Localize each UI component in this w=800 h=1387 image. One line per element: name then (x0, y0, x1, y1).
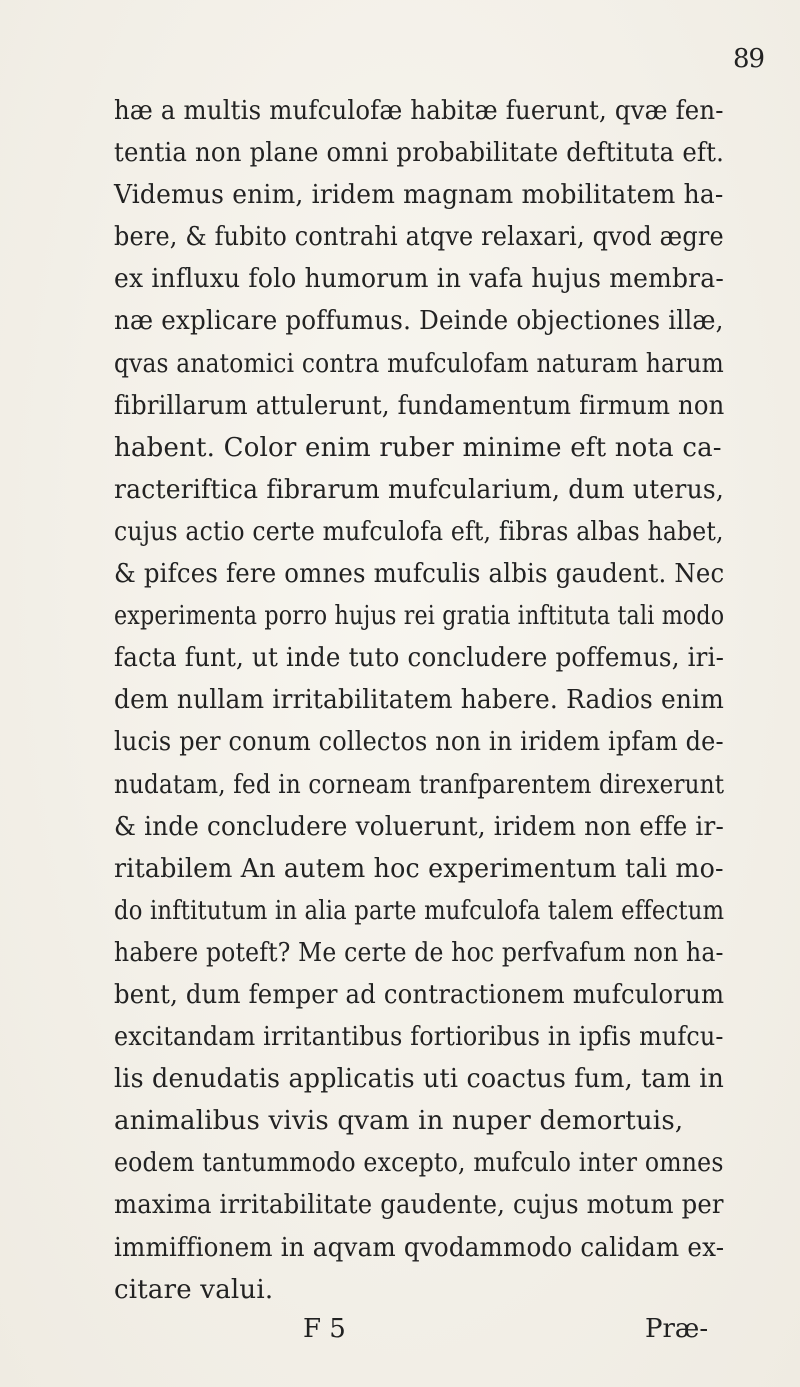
text-line: animalibus vivis qvam in nuper demortuis, (114, 1106, 684, 1137)
text-line: lucis per conum collectos non in iridem ipfam de- (114, 727, 724, 758)
text-line: maxima irritabilitate gaudente, cujus motum per (114, 1190, 724, 1221)
text-line: immiffionem in aqvam qvodammodo calidam ex- (114, 1232, 725, 1263)
text-line: excitandam irritantibus fortioribus in ipfis mufcu- (114, 1022, 724, 1053)
text-line: habent. Color enim ruber minime eft nota ca- (114, 432, 722, 463)
text-line: dem nullam irritabilitatem habere. Radios enim (114, 685, 725, 716)
text-line: do inftitutum in alia parte mufculofa talem effectum (114, 895, 725, 926)
page-footer (0, 1314, 800, 1354)
text-line: lis denudatis applicatis uti coactus fum, tam in (114, 1064, 725, 1095)
catchword: Præ- (645, 1314, 709, 1344)
text-line: bent, dum femper ad contractionem mufculorum (114, 979, 725, 1010)
body-text (114, 90, 724, 1311)
text-line: experimenta porro hujus rei gratia inftituta tali modo (114, 601, 725, 632)
text-line: hæ a multis mufculofæ habitæ fuerunt, qvæ fen- (114, 96, 724, 126)
text-line: eodem tantummodo excepto, mufculo inter omnes (114, 1148, 724, 1179)
text-line: Videmus enim, iridem magnam mobilitatem ha- (114, 180, 724, 211)
text-line: qvas anatomici contra mufculofam naturam harum (114, 348, 724, 379)
text-line: nudatam, fed in corneam tranfparentem direxerunt (114, 769, 725, 800)
text-line: ritabilem An autem hoc experimentum tali mo- (114, 853, 724, 884)
text-line: citare valui. (114, 1274, 274, 1305)
text-line: næ explicare poffumus. Deinde objectiones illæ, (114, 306, 724, 337)
text-line: cujus actio certe mufculofa eft, fibras albas habet, (114, 516, 724, 547)
text-line: & inde concludere voluerunt, iridem non effe ir- (114, 811, 724, 842)
text-line: tentia non plane omni probabilitate deftituta eft. (114, 138, 725, 169)
text-line: facta funt, ut inde tuto concludere poffemus, iri- (114, 643, 725, 674)
text-line: & pifces fere omnes mufculis albis gaudent. Nec (114, 559, 725, 590)
text-line: ex influxu folo humorum in vafa hujus membra- (114, 264, 724, 295)
signature-mark: F 5 (303, 1314, 346, 1344)
page-number: 89 (733, 44, 765, 74)
text-line: bere, & fubito contrahi atqve relaxari, qvod ægre (114, 222, 724, 253)
text-line: racteriftica fibrarum mufcularium, dum uterus, (114, 474, 725, 505)
text-line: fibrillarum attulerunt, fundamentum firmum non (114, 390, 725, 421)
text-line: habere poteft? Me certe de hoc perfvafum non ha- (114, 937, 724, 968)
